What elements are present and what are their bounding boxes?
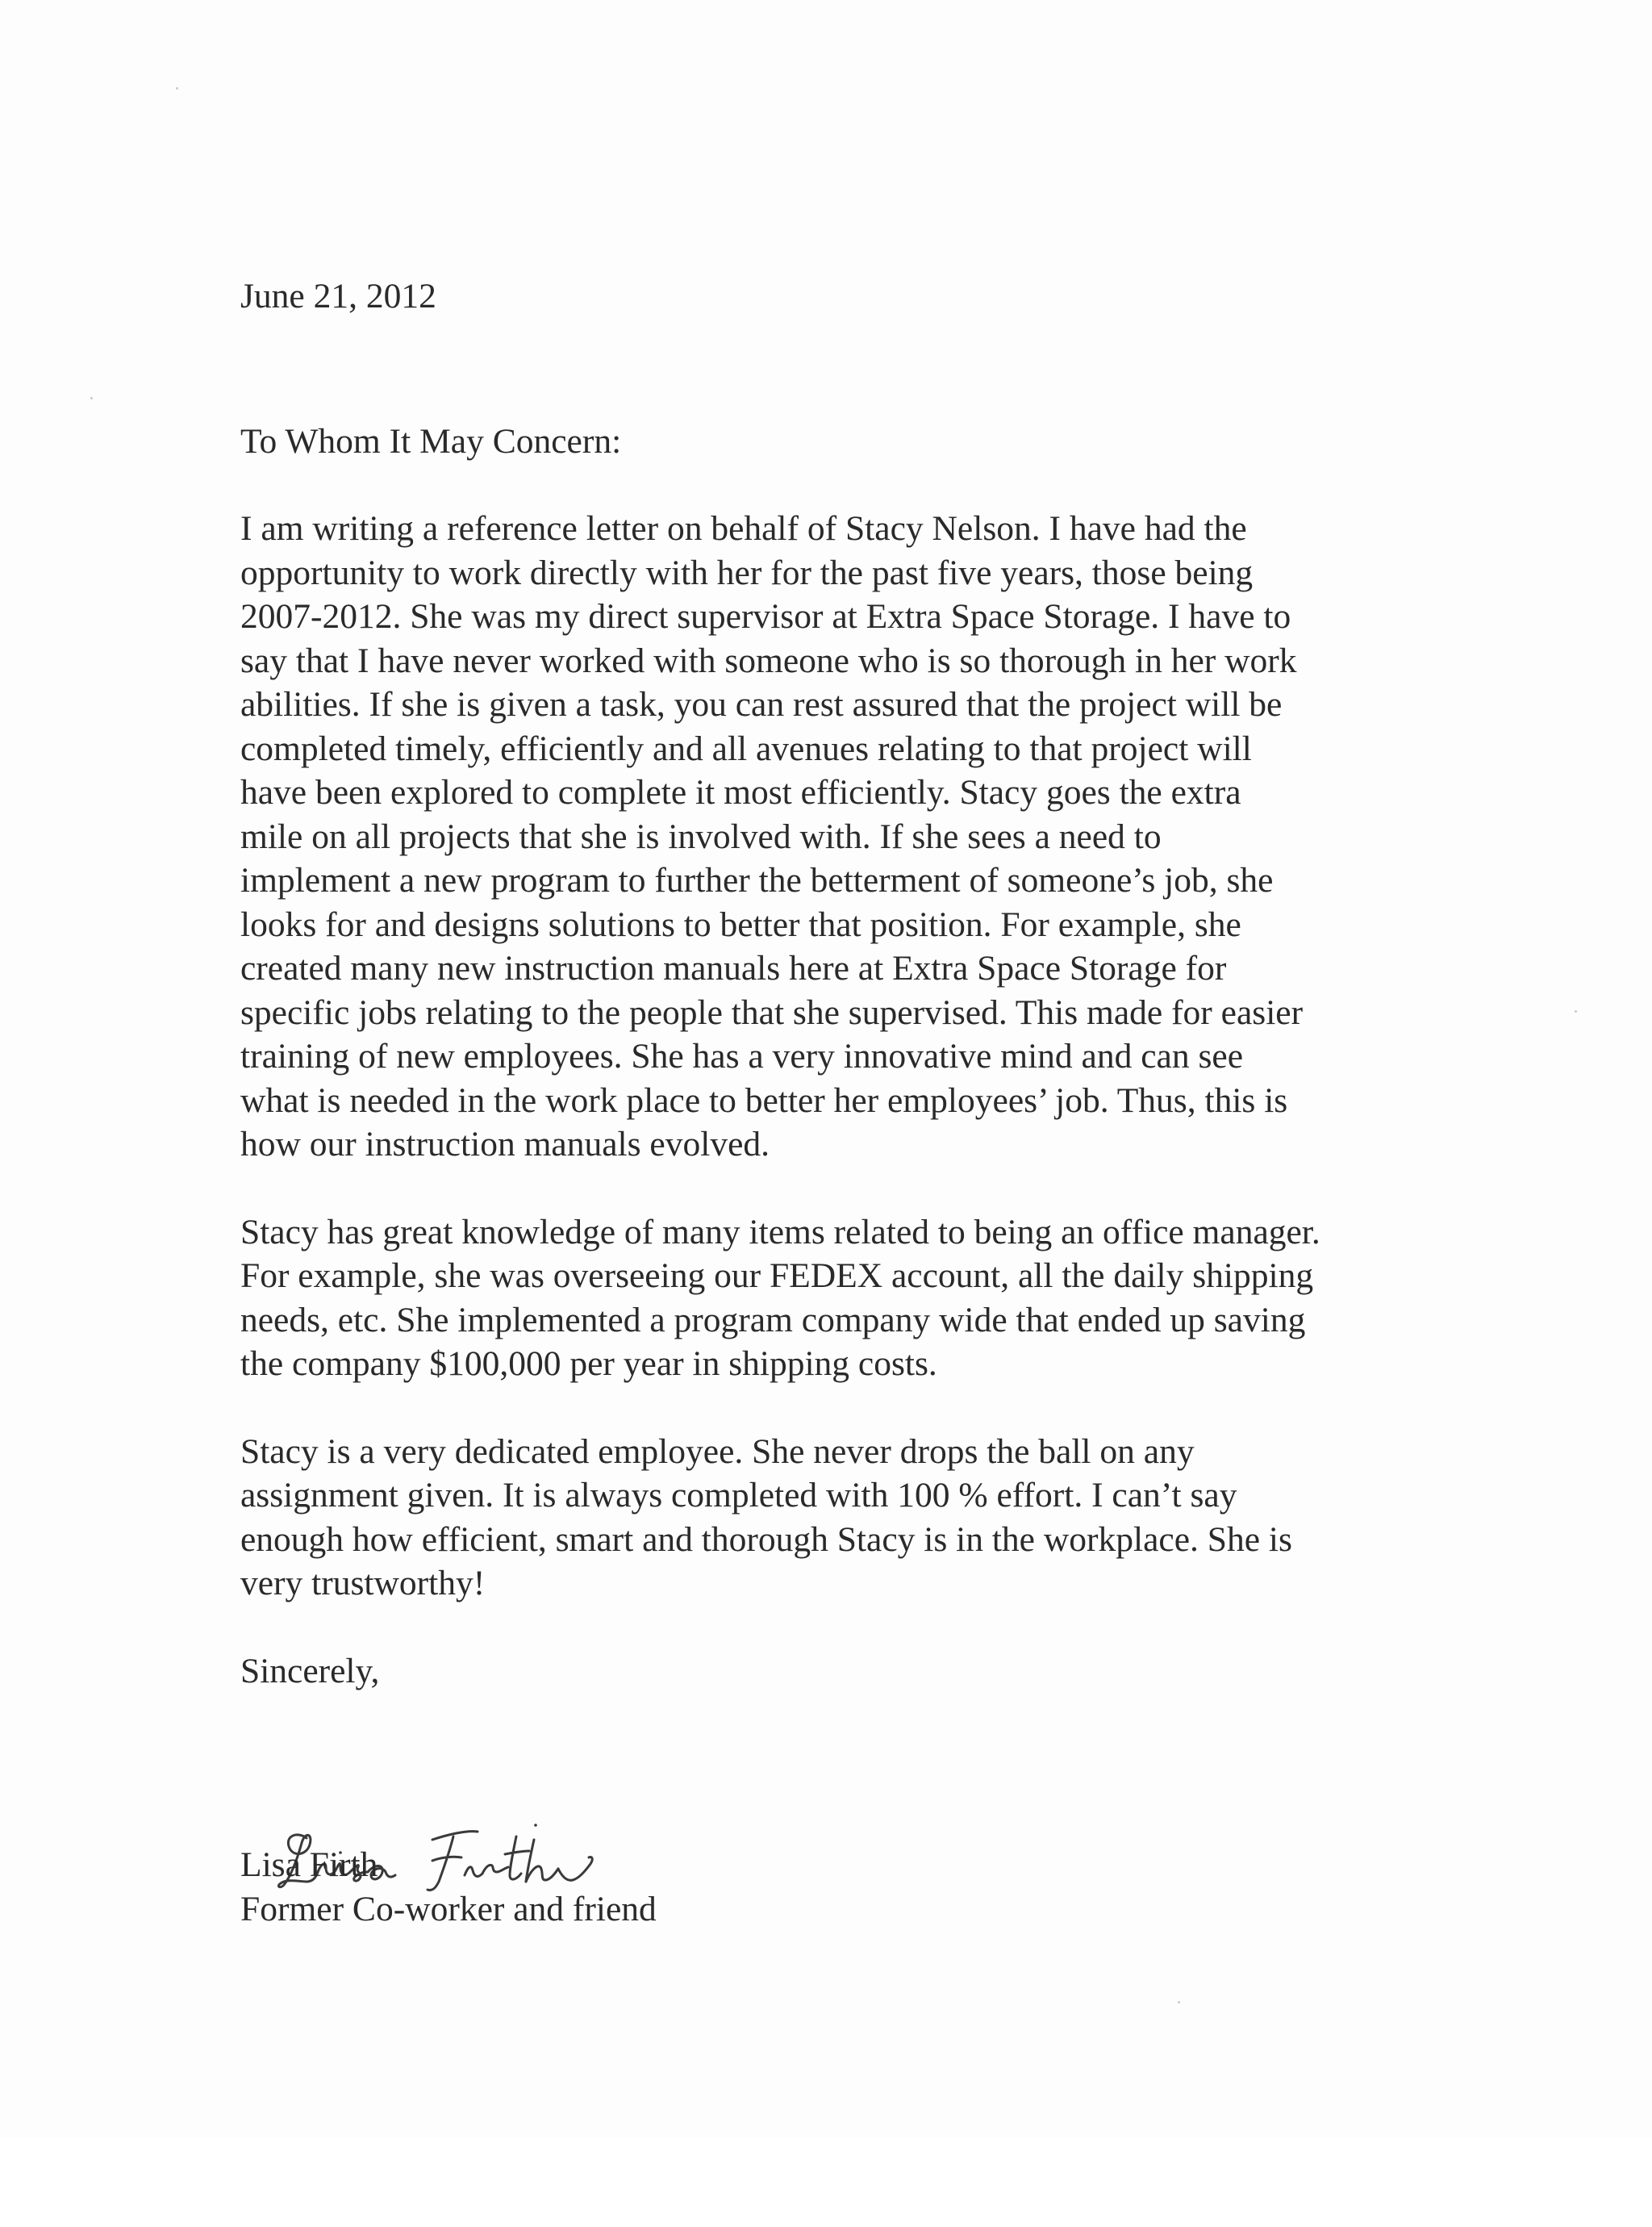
lisa-firth-signature bbox=[274, 2127, 275, 2128]
signature-icon bbox=[274, 2120, 275, 2121]
signature-scribble bbox=[278, 2127, 279, 2128]
closing: Sincerely, bbox=[240, 1651, 380, 1690]
signature-block bbox=[240, 1843, 1047, 1932]
text-line: specific jobs relating to the people that she supervised. This made for easier bbox=[240, 992, 1304, 1032]
text-line: mile on all projects that she is involved with. If she sees a need to bbox=[240, 817, 1162, 856]
text-line: implement a new program to further the betterment of someone’s job, she bbox=[240, 861, 1274, 900]
text-line: abilities. If she is given a task, you can rest assured that the project will be bbox=[240, 685, 1283, 724]
text-line: assignment given. It is always completed with 100 % effort. I can’t say bbox=[240, 1476, 1237, 1515]
salutation: To Whom It May Concern: bbox=[240, 422, 622, 461]
text-line: needs, etc. She implemented a program company wide that ended up saving bbox=[240, 1300, 1306, 1339]
text-line: I am writing a reference letter on behalf of Stacy Nelson. I have had the bbox=[240, 509, 1247, 548]
text-line: say that I have never worked with someone who is so thorough in her work bbox=[240, 641, 1297, 680]
text-line: Stacy is a very dedicated employee. She never drops the ball on any bbox=[240, 1431, 1195, 1471]
scan-speck bbox=[90, 397, 93, 399]
text-line: have been explored to complete it most efficiently. Stacy goes the extra bbox=[240, 773, 1241, 812]
handwritten-name bbox=[278, 2133, 279, 2134]
paragraph-2 bbox=[240, 1210, 1434, 1386]
text-line: For example, she was overseeing our FEDEX account, all the daily shipping bbox=[240, 1256, 1314, 1295]
text-line: how our instruction manuals evolved. bbox=[240, 1125, 770, 1164]
signature-pen bbox=[278, 2132, 279, 2133]
text-line: completed timely, efficiently and all avenues relating to that project will bbox=[240, 729, 1252, 768]
signature-visual bbox=[278, 2135, 279, 2136]
signer-title: Former Co-worker and friend bbox=[240, 1890, 657, 1928]
text-line: the company $100,000 per year in shipping costs. bbox=[240, 1344, 937, 1383]
text-line: created many new instruction manuals here at Extra Space Storage for bbox=[240, 949, 1227, 988]
scan-speck bbox=[1178, 2001, 1180, 2003]
text-line: looks for and designs solutions to better that position. For example, she bbox=[240, 905, 1241, 944]
scan-speck bbox=[1575, 1010, 1577, 1013]
scan-speck bbox=[176, 87, 178, 90]
text-line: Stacy has great knowledge of many items related to being an office manager. bbox=[240, 1212, 1320, 1251]
text-line: what is needed in the work place to better her employees’ job. Thus, this is bbox=[240, 1080, 1288, 1120]
text-line: opportunity to work directly with her for the past five years, those being bbox=[240, 553, 1254, 592]
signer-name: Lisa Firth bbox=[240, 1845, 378, 1884]
text-line: enough how efficient, smart and thorough Stacy is in the workplace. She is bbox=[240, 1519, 1292, 1559]
signature-ink bbox=[278, 2130, 279, 2131]
letter-body bbox=[240, 274, 1434, 1693]
paragraph-3 bbox=[240, 1430, 1434, 1606]
text-line: 2007-2012. She was my direct supervisor at Extra Space Storage. I have to bbox=[240, 597, 1291, 636]
paragraph-1 bbox=[240, 507, 1434, 1167]
text-line: training of new employees. She has a very innovative mind and can see bbox=[240, 1037, 1243, 1076]
text-line: very trustworthy! bbox=[240, 1564, 486, 1602]
letter-date: June 21, 2012 bbox=[240, 277, 436, 315]
